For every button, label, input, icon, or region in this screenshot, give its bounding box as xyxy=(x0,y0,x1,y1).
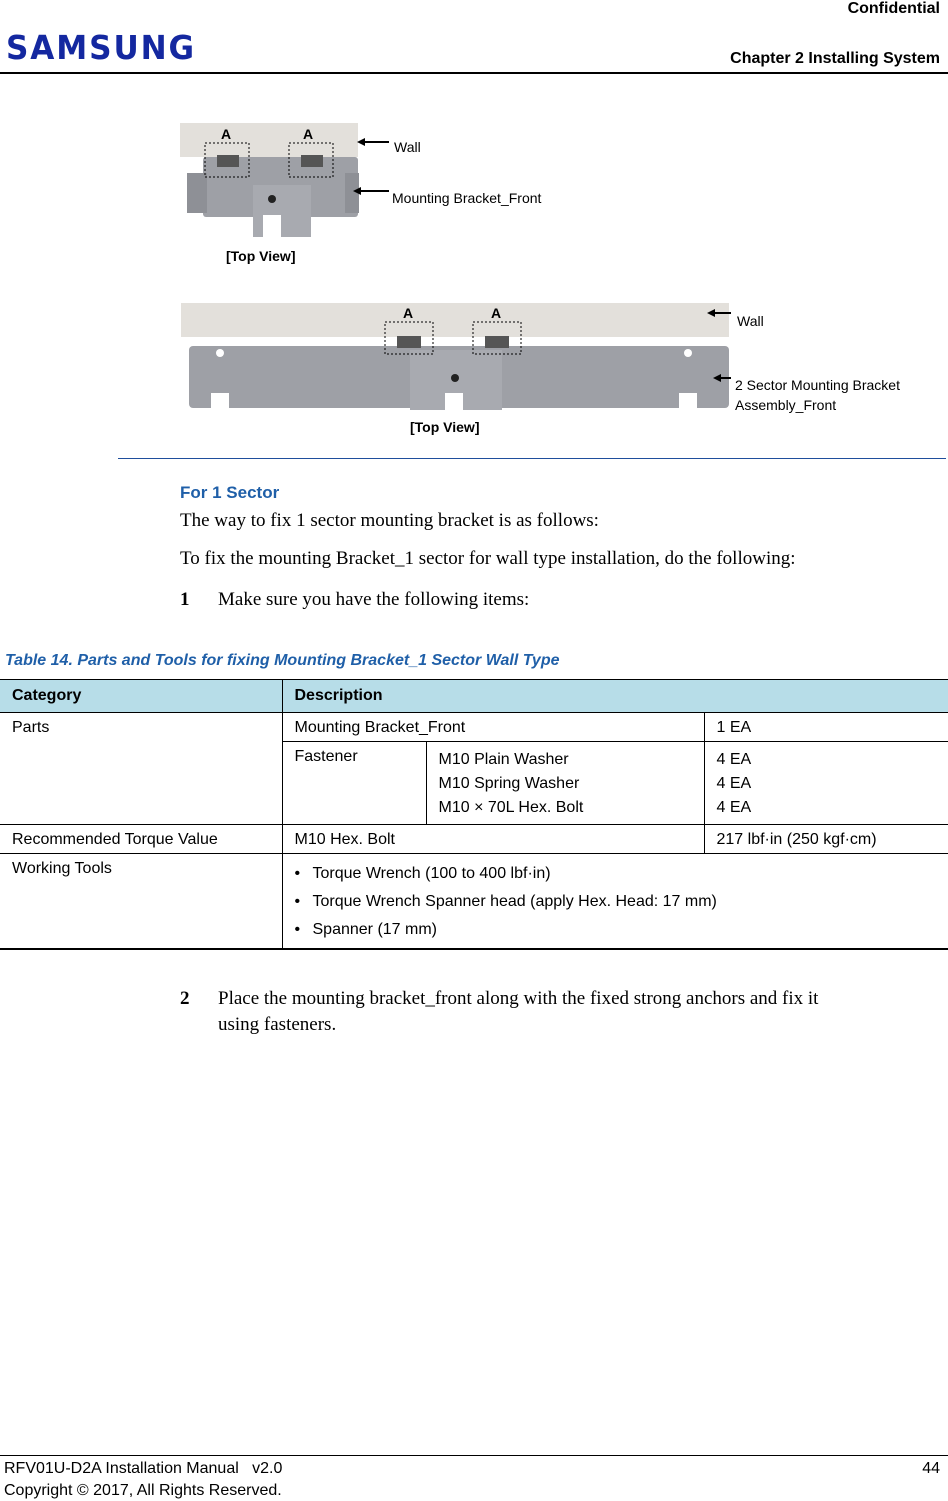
anchor-right xyxy=(301,155,323,167)
instruction-paragraph: To fix the mounting Bracket_1 sector for wall type installation, do the following: xyxy=(180,548,796,569)
list-item: • Torque Wrench (100 to 400 lbf·in) xyxy=(295,860,937,888)
list-item: • Torque Wrench Spanner head (apply Hex. Head: 17 mm) xyxy=(295,888,937,916)
section-title: For 1 Sector xyxy=(180,483,280,502)
parts-cell: Parts xyxy=(0,713,282,825)
step-2-line1: Place the mounting bracket_front along with the fixed strong anchors and fix it xyxy=(218,988,819,1009)
tools-list-cell xyxy=(282,854,948,950)
bracket-side-right xyxy=(345,173,359,213)
hole-left xyxy=(216,349,224,357)
svg-text:SAMSUNG: SAMSUNG xyxy=(6,30,196,64)
bolt-hole xyxy=(268,195,276,203)
bracket-center xyxy=(253,185,311,237)
torque-value-cell: 217 lbf·in (250 kgf·cm) xyxy=(704,825,948,854)
bullet-icon: • xyxy=(294,893,301,910)
tools-list xyxy=(295,860,937,944)
qty-spring-washer: 4 EA xyxy=(716,775,752,792)
marker-a-right-2: A xyxy=(491,305,502,321)
footer-divider xyxy=(0,1455,948,1456)
table-row xyxy=(0,854,948,950)
hole-right xyxy=(684,349,692,357)
marker-a-right: A xyxy=(303,126,314,142)
parts-table xyxy=(0,679,948,950)
fastener-cell: Fastener xyxy=(282,742,426,825)
marker-a-left-2: A xyxy=(403,305,414,321)
torque-label-cell: Recommended Torque Value xyxy=(0,825,282,854)
slot-center xyxy=(445,393,463,411)
wall-shape-2 xyxy=(181,303,729,337)
table-row xyxy=(0,713,948,742)
step-2-number: 2 xyxy=(180,988,190,1009)
anchor-left-2 xyxy=(397,336,421,348)
subitem-plain-washer: M10 Plain Washer xyxy=(438,751,569,768)
header-description: Description xyxy=(282,680,948,713)
intro-paragraph: The way to fix 1 sector mounting bracket is as follows: xyxy=(180,510,599,531)
assembly-label-line1: 2 Sector Mounting Bracket xyxy=(735,377,900,393)
table-caption: Table 14. Parts and Tools for fixing Mounting Bracket_1 Sector Wall Type xyxy=(5,652,560,669)
bracket-label: Mounting Bracket_Front xyxy=(392,190,542,206)
assembly-view-caption: [Top View] xyxy=(410,419,480,435)
anchor-left xyxy=(217,155,239,167)
bracket-qty-cell: 1 EA xyxy=(704,713,948,742)
page-number: 44 xyxy=(922,1460,940,1477)
anchor-right-2 xyxy=(485,336,509,348)
bracket-item-cell: Mounting Bracket_Front xyxy=(282,713,704,742)
step-1-text: Make sure you have the following items: xyxy=(218,589,530,610)
top-view-caption: [Top View] xyxy=(226,248,296,264)
bracket-side-left xyxy=(187,173,207,213)
torque-item-cell: M10 Hex. Bolt xyxy=(282,825,704,854)
copyright: Copyright © 2017, All Rights Reserved. xyxy=(4,1482,282,1499)
hole-center xyxy=(451,374,459,382)
subitem-spring-washer: M10 Spring Washer xyxy=(438,775,580,792)
tools-label-cell: Working Tools xyxy=(0,854,282,950)
qty-plain-washer: 4 EA xyxy=(716,751,752,768)
slot-right xyxy=(679,393,697,411)
fastener-subitems-cell xyxy=(426,742,704,825)
header-divider xyxy=(0,72,948,74)
wall-arrow-head xyxy=(357,138,365,146)
manual-title: RFV01U-D2A Installation Manual v2.0 xyxy=(4,1460,283,1477)
table-header-row xyxy=(0,680,948,713)
figure-top-view xyxy=(175,115,595,275)
section-divider xyxy=(118,458,946,459)
fastener-qty-cell xyxy=(704,742,948,825)
confidential-label: Confidential xyxy=(847,0,940,17)
wall-shape xyxy=(180,123,358,157)
slot-left xyxy=(211,393,229,411)
step-1-number: 1 xyxy=(180,589,190,610)
list-item: • Spanner (17 mm) xyxy=(295,916,937,944)
assembly-label-line2: Assembly_Front xyxy=(735,397,837,413)
subitem-hex-bolt: M10 × 70L Hex. Bolt xyxy=(438,799,584,816)
header-category: Category xyxy=(0,680,282,713)
bracket-slot xyxy=(263,215,281,237)
figure-assembly-view xyxy=(175,298,945,443)
chapter-title: Chapter 2 Installing System xyxy=(730,50,940,67)
marker-a-left: A xyxy=(221,126,232,142)
bullet-icon: • xyxy=(294,921,301,938)
samsung-logo xyxy=(6,30,198,64)
table-row xyxy=(0,825,948,854)
qty-hex-bolt: 4 EA xyxy=(716,799,752,816)
wall-label-2: Wall xyxy=(737,313,764,329)
step-2-line2: using fasteners. xyxy=(218,1014,337,1035)
bullet-icon: • xyxy=(294,865,301,882)
wall-label: Wall xyxy=(394,139,421,155)
